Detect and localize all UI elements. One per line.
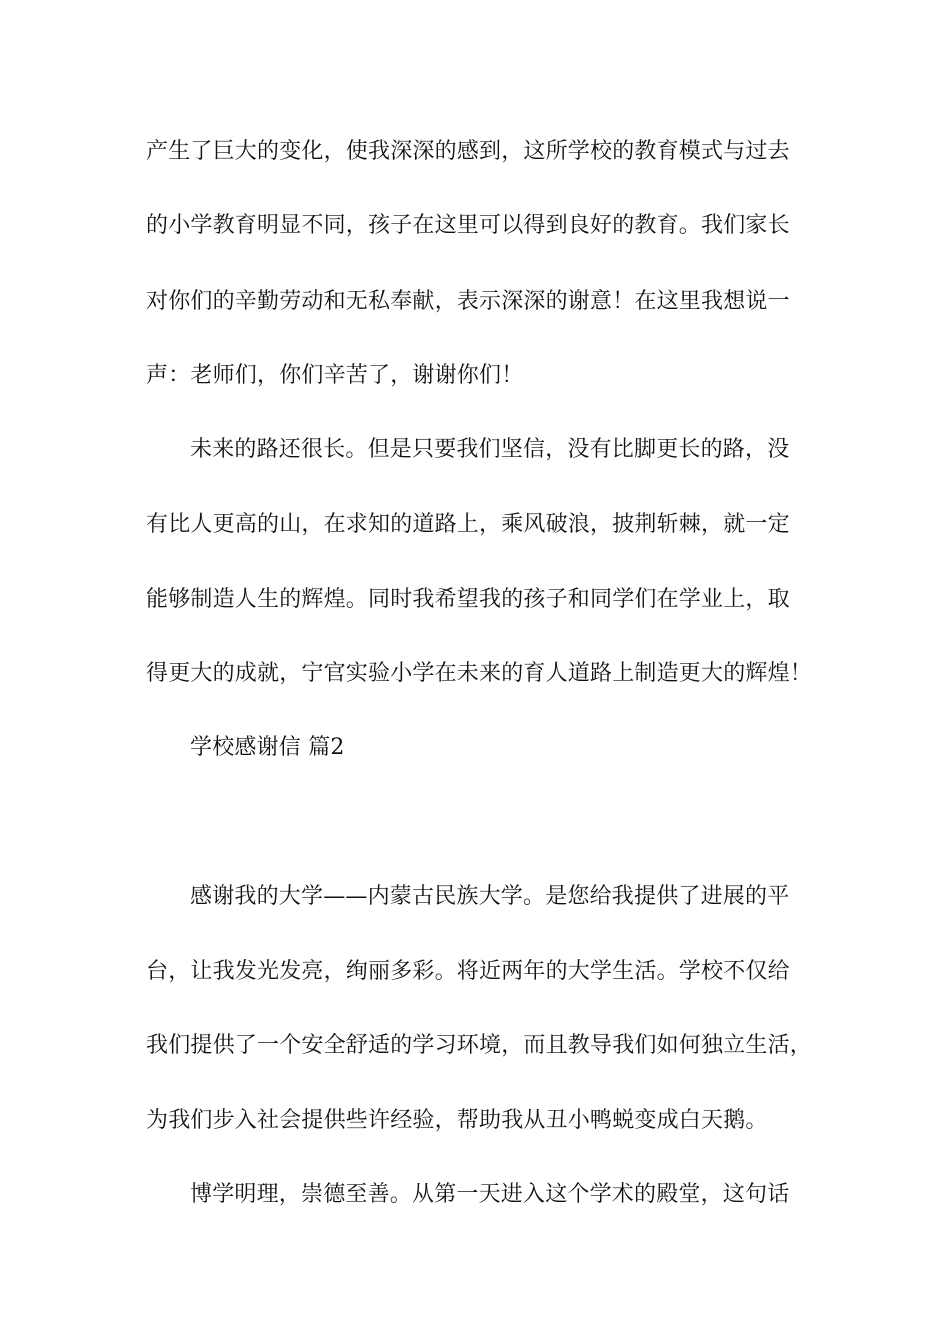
paragraph-3-line-3: 我们提供了一个安全舒适的学习环境，而且教导我们如何独立生活，: [146, 1033, 813, 1058]
paragraph-1-line-2: 的小学教育明显不同，孩子在这里可以得到良好的教育。我们家长: [146, 213, 790, 238]
paragraph-1-line-4: 声：老师们，你们辛苦了，谢谢你们！: [146, 363, 524, 388]
paragraph-2-line-3: 能够制造人生的辉煌。同时我希望我的孩子和同学们在学业上，取: [146, 587, 790, 612]
paragraph-2-line-1: 未来的路还很长。但是只要我们坚信，没有比脚更长的路，没: [190, 437, 790, 462]
paragraph-1-line-1: 产生了巨大的变化，使我深深的感到，这所学校的教育模式与过去: [146, 139, 790, 164]
paragraph-3-line-2: 台，让我发光发亮，绚丽多彩。将近两年的大学生活。学校不仅给: [146, 959, 790, 984]
paragraph-4-line-1: 博学明理，崇德至善。从第一天进入这个学术的殿堂，这句话: [190, 1182, 790, 1207]
paragraph-1-line-3: 对你们的辛勤劳动和无私奉献，表示深深的谢意！在这里我想说一: [146, 289, 790, 314]
section-heading: 学校感谢信 篇2: [190, 735, 345, 760]
paragraph-2-line-4: 得更大的成就，宁官实验小学在未来的育人道路上制造更大的辉煌！: [146, 661, 813, 686]
paragraph-2-line-2: 有比人更高的山，在求知的道路上，乘风破浪，披荆斩棘，就一定: [146, 512, 790, 537]
paragraph-3-line-1: 感谢我的大学——内蒙古民族大学。是您给我提供了进展的平: [190, 884, 790, 909]
paragraph-3-line-4: 为我们步入社会提供些许经验，帮助我从丑小鸭蜕变成白天鹅。: [146, 1108, 768, 1133]
